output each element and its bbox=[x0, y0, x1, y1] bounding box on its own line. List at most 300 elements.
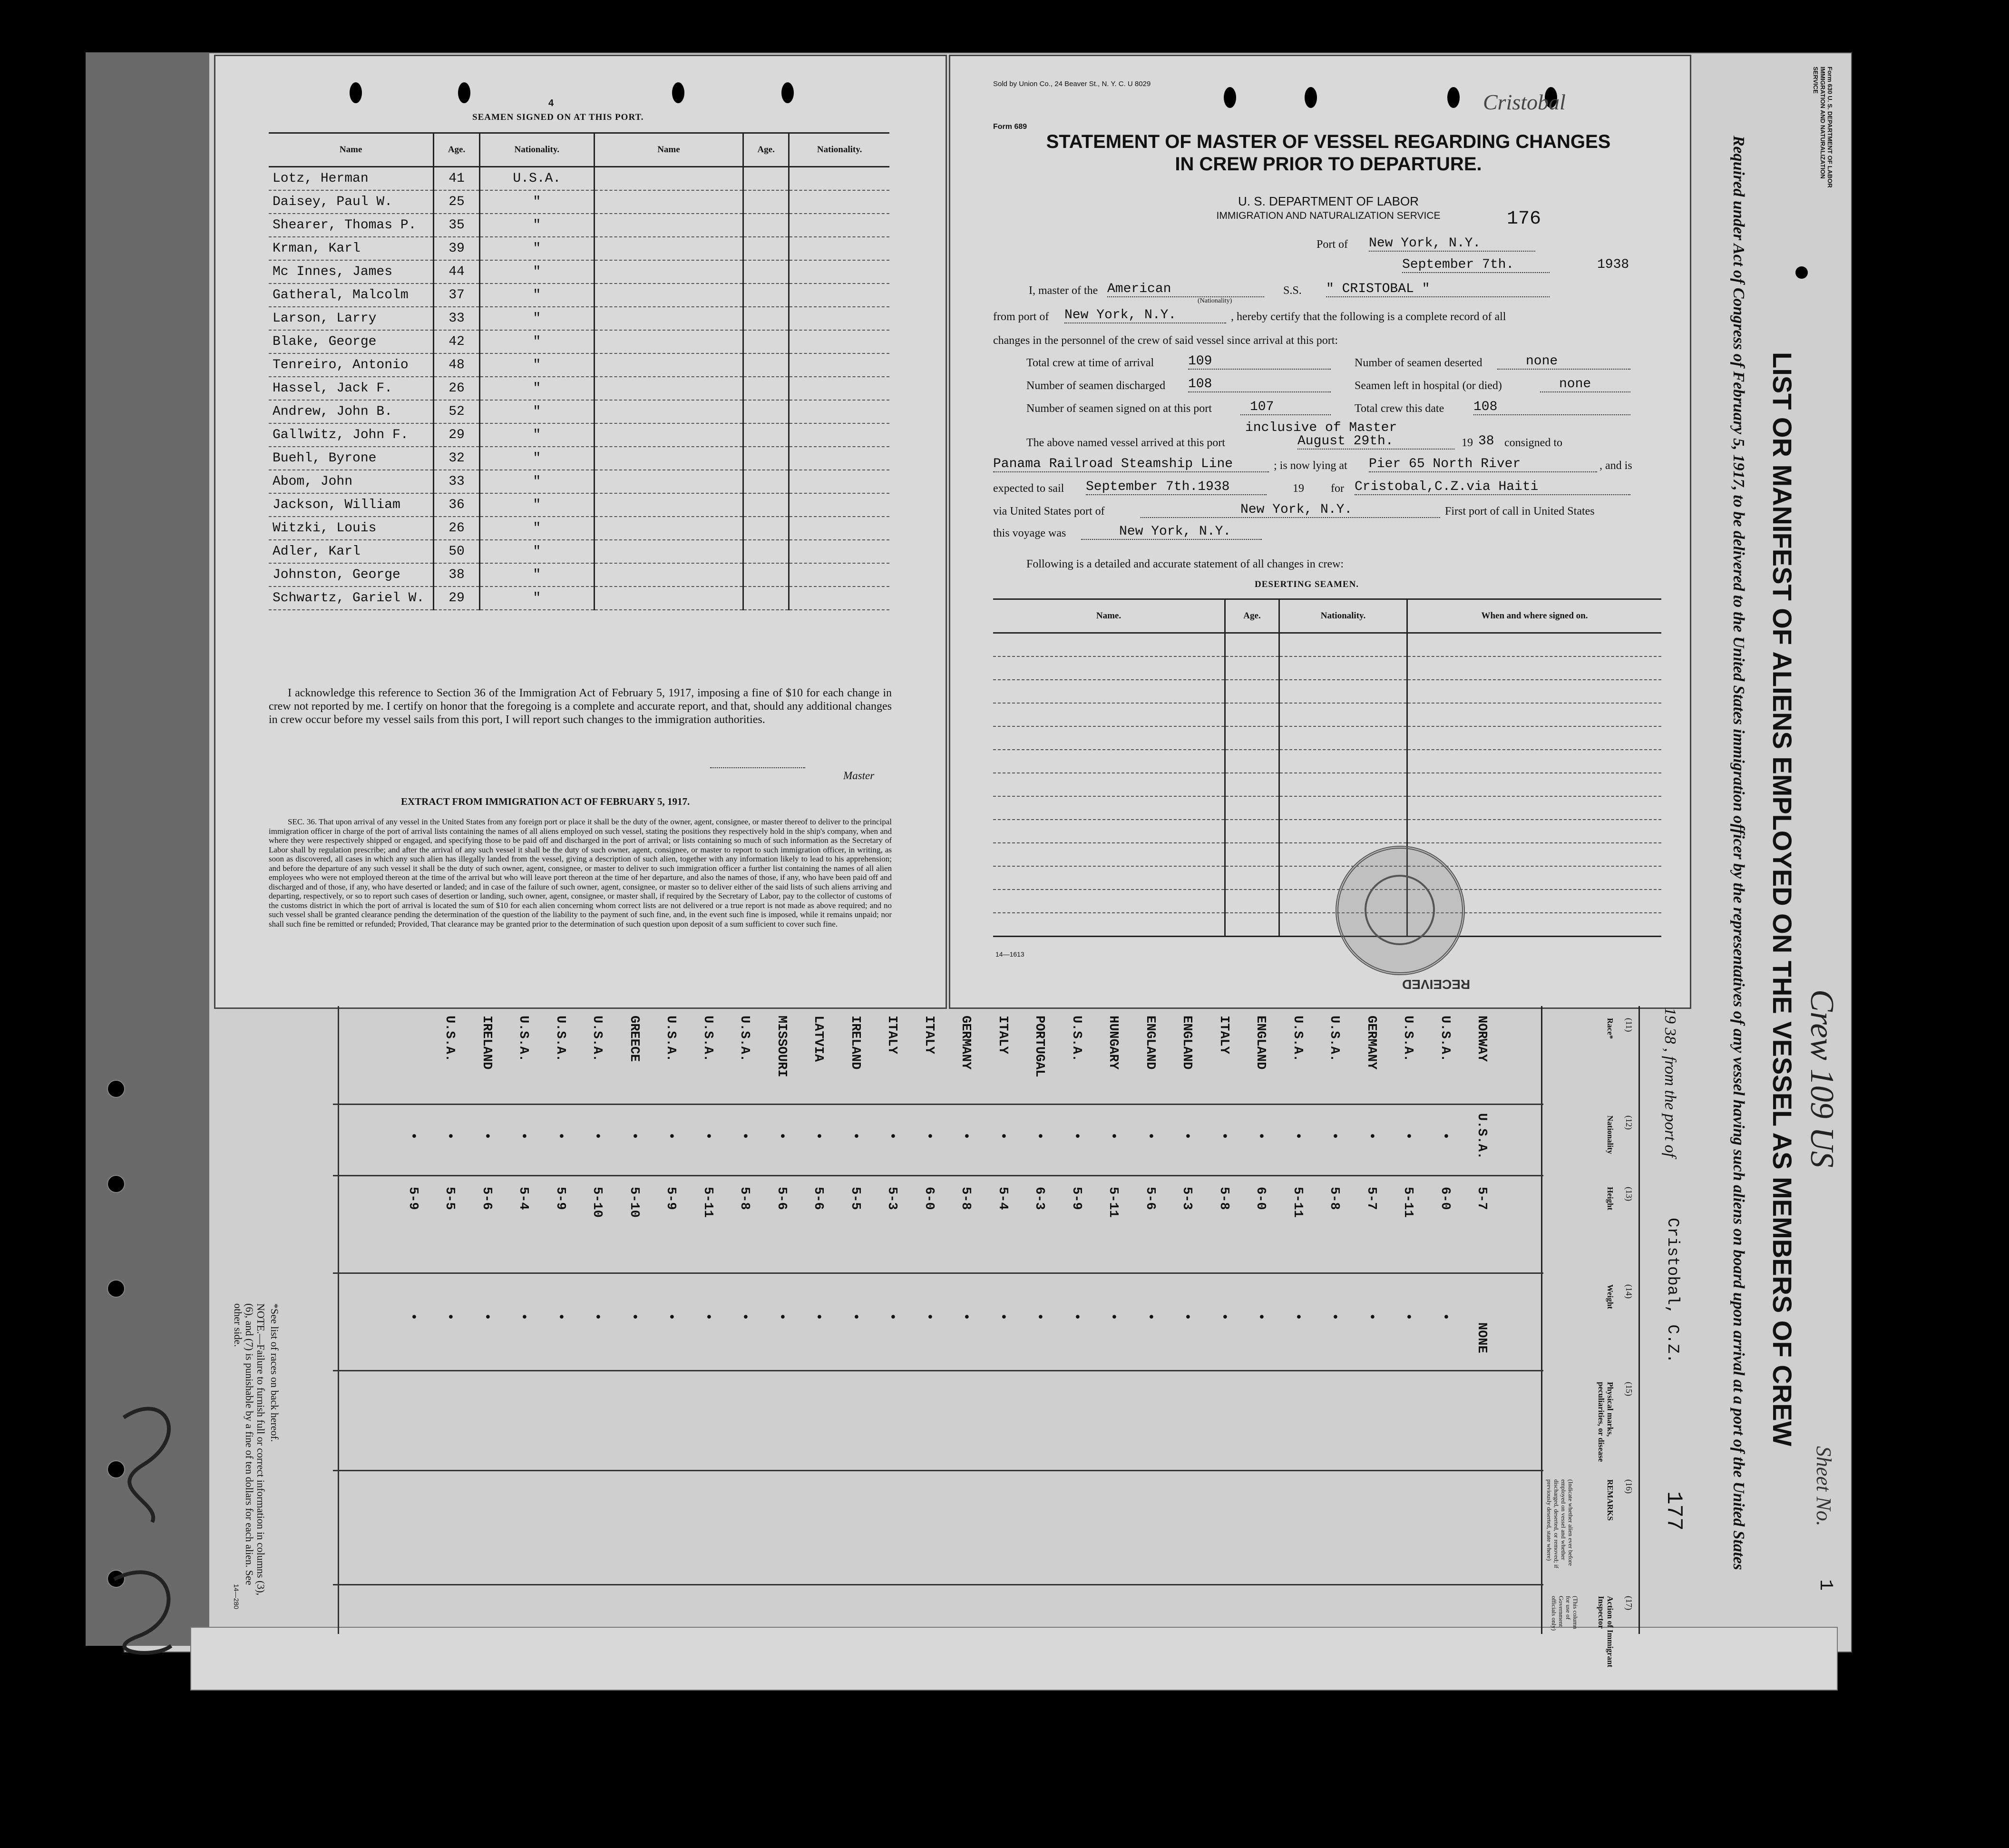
race-cell: PORTUGAL bbox=[1032, 1016, 1046, 1077]
column-number: (13) bbox=[1624, 1187, 1634, 1201]
deserting-row bbox=[993, 656, 1661, 680]
physical-marks-cell: • bbox=[995, 1313, 1010, 1321]
seaman-nationality: " bbox=[479, 470, 594, 493]
height-cell: 6-0 bbox=[1437, 1187, 1452, 1210]
height-cell: 5-3 bbox=[885, 1187, 899, 1210]
empty-cell bbox=[743, 307, 789, 330]
from-port-label: from port of bbox=[993, 311, 1049, 323]
physical-marks-cell: • bbox=[1253, 1313, 1268, 1321]
empty-cell bbox=[594, 190, 743, 214]
via-label: via United States port of bbox=[993, 505, 1105, 518]
empty-cell bbox=[743, 214, 789, 237]
punch-hole bbox=[781, 82, 794, 103]
empty-cell bbox=[743, 330, 789, 353]
empty-cell bbox=[743, 470, 789, 493]
empty-cell bbox=[743, 400, 789, 423]
race-cell: HUNGARY bbox=[1106, 1016, 1120, 1070]
lying-value: Pier 65 North River bbox=[1369, 457, 1597, 472]
seaman-name: Schwartz, Gariel W. bbox=[269, 587, 434, 610]
punch-hole bbox=[672, 82, 684, 103]
seaman-age: 35 bbox=[434, 214, 479, 237]
empty-cell bbox=[1407, 796, 1662, 820]
ship-name: " CRISTOBAL " bbox=[1326, 282, 1550, 297]
empty-cell bbox=[594, 517, 743, 540]
height-cell: 5-8 bbox=[958, 1187, 973, 1210]
empty-cell bbox=[743, 423, 789, 447]
seaman-age: 41 bbox=[434, 167, 479, 191]
nationality-cell: • bbox=[811, 1132, 825, 1140]
seaman-age: 33 bbox=[434, 307, 479, 330]
seaman-age: 50 bbox=[434, 540, 479, 563]
discharged-label: Number of seamen discharged bbox=[1026, 380, 1166, 392]
seamen-deserted-value: none bbox=[1497, 354, 1630, 370]
total-crew-arrival-value: 109 bbox=[1188, 354, 1331, 370]
row-divider-marks bbox=[333, 1370, 1543, 1371]
column-number: (17) bbox=[1624, 1596, 1634, 1610]
physical-marks-cell: • bbox=[811, 1313, 825, 1321]
seaman-name: Larson, Larry bbox=[269, 307, 434, 330]
empty-cell bbox=[789, 517, 889, 540]
empty-cell bbox=[993, 796, 1225, 820]
race-cell: U.S.A. bbox=[700, 1016, 715, 1062]
nationality-cell: • bbox=[1032, 1132, 1046, 1140]
deserting-row bbox=[993, 843, 1661, 866]
total-crew-date-label: Total crew this date bbox=[1355, 402, 1444, 415]
voyage-value: New York, N.Y. bbox=[1081, 524, 1262, 540]
action-note: (This column for use of Government officials only) bbox=[1551, 1596, 1579, 1631]
empty-cell bbox=[993, 913, 1225, 937]
empty-cell bbox=[993, 656, 1225, 680]
empty-cell bbox=[743, 563, 789, 587]
seaman-nationality: " bbox=[479, 214, 594, 237]
empty-cell bbox=[993, 866, 1225, 890]
binder-hole bbox=[107, 1175, 125, 1193]
empty-cell bbox=[1225, 750, 1279, 773]
nationality-cell: • bbox=[1401, 1132, 1415, 1140]
seaman-row bbox=[269, 353, 889, 377]
physical-marks-cell: • bbox=[700, 1313, 715, 1321]
via-value: New York, N.Y. bbox=[1141, 502, 1440, 518]
arrived-label: The above named vessel arrived at this port bbox=[1026, 437, 1225, 449]
empty-cell bbox=[594, 214, 743, 237]
binder-hole bbox=[107, 1080, 125, 1098]
deserting-row bbox=[993, 680, 1661, 703]
sheet-label: Sheet No. bbox=[1812, 1446, 1835, 1526]
column-number: (12) bbox=[1624, 1115, 1634, 1130]
empty-cell bbox=[594, 470, 743, 493]
empty-cell bbox=[1279, 750, 1407, 773]
nationality-cell: • bbox=[626, 1132, 641, 1140]
empty-cell bbox=[789, 447, 889, 470]
empty-cell bbox=[594, 377, 743, 400]
punch-hole bbox=[1447, 87, 1460, 108]
physical-marks-cell: • bbox=[479, 1313, 494, 1321]
empty-cell bbox=[743, 447, 789, 470]
empty-cell bbox=[789, 260, 889, 284]
handwritten-cristobal: Cristobal bbox=[1483, 90, 1566, 114]
seaman-nationality: " bbox=[479, 447, 594, 470]
received-stamp: RECEIVED bbox=[1402, 977, 1471, 992]
deserting-row bbox=[993, 633, 1661, 657]
empty-cell bbox=[1407, 656, 1662, 680]
master-label: Master bbox=[843, 770, 875, 782]
physical-marks-cell: • bbox=[405, 1313, 420, 1321]
empty-cell bbox=[594, 447, 743, 470]
empty-cell bbox=[743, 493, 789, 517]
seaman-nationality: " bbox=[479, 260, 594, 284]
deserting-col-name: Name. bbox=[993, 599, 1225, 633]
seaman-row bbox=[269, 540, 889, 563]
handwritten-scribble bbox=[95, 1379, 200, 1665]
race-cell: IRELAND bbox=[479, 1016, 494, 1070]
height-cell: 5-8 bbox=[737, 1187, 751, 1210]
empty-cell bbox=[1279, 633, 1407, 657]
seaman-age: 26 bbox=[434, 517, 479, 540]
empty-cell bbox=[993, 890, 1225, 913]
height-cell: 5-11 bbox=[1106, 1187, 1120, 1218]
seaman-age: 48 bbox=[434, 353, 479, 377]
seaman-row bbox=[269, 587, 889, 610]
empty-cell bbox=[594, 423, 743, 447]
seaman-row bbox=[269, 377, 889, 400]
seaman-name: Shearer, Thomas P. bbox=[269, 214, 434, 237]
empty-cell bbox=[594, 260, 743, 284]
race-cell: MISSOURI bbox=[774, 1016, 789, 1077]
nationality-cell: • bbox=[663, 1132, 678, 1140]
height-cell: 5-8 bbox=[1327, 1187, 1341, 1210]
race-cell: NORWAY bbox=[1474, 1016, 1489, 1062]
empty-cell bbox=[1225, 680, 1279, 703]
remarks-note: (Indicate whether alien ever before employed on vessel and whether discharged, deserted, or removed; if previously deserted, state where) bbox=[1546, 1479, 1574, 1568]
date-value: September 7th. bbox=[1402, 257, 1550, 273]
empty-cell bbox=[594, 493, 743, 517]
nationality-cell: • bbox=[442, 1132, 457, 1140]
consignee-value: Panama Railroad Steamship Line bbox=[993, 457, 1269, 472]
seaman-age: 26 bbox=[434, 377, 479, 400]
empty-cell bbox=[789, 307, 889, 330]
empty-cell bbox=[1225, 633, 1279, 657]
header-divider bbox=[1638, 1006, 1640, 1634]
seaman-row bbox=[269, 167, 889, 191]
row-divider-nationality bbox=[333, 1104, 1543, 1105]
and-is: , and is bbox=[1599, 460, 1632, 472]
empty-cell bbox=[743, 237, 789, 260]
seaman-age: 25 bbox=[434, 190, 479, 214]
service: IMMIGRATION AND NATURALIZATION SERVICE bbox=[1216, 210, 1441, 221]
physical-marks-cell: • bbox=[1142, 1313, 1157, 1321]
footnote-races: *See list of races on back hereof. bbox=[269, 1303, 281, 1442]
seamen-deserted-label: Number of seamen deserted bbox=[1355, 357, 1482, 369]
seaman-name: Gatheral, Malcolm bbox=[269, 284, 434, 307]
header-divider bbox=[1541, 1006, 1542, 1634]
seaman-name: Witzki, Louis bbox=[269, 517, 434, 540]
empty-cell bbox=[993, 773, 1225, 796]
seaman-row bbox=[269, 284, 889, 307]
empty-cell bbox=[1225, 820, 1279, 843]
height-cell: 6-0 bbox=[1253, 1187, 1268, 1210]
ss-label: S.S. bbox=[1283, 284, 1302, 297]
race-cell: GREECE bbox=[626, 1016, 641, 1062]
empty-cell bbox=[789, 353, 889, 377]
empty-cell bbox=[594, 284, 743, 307]
height-cell: 5-7 bbox=[1364, 1187, 1378, 1210]
seaman-name: Andrew, John B. bbox=[269, 400, 434, 423]
empty-cell bbox=[789, 330, 889, 353]
for-value: Cristobal,C.Z.via Haiti bbox=[1355, 479, 1630, 495]
seaman-name: Johnston, George bbox=[269, 563, 434, 587]
height-cell: 5-6 bbox=[774, 1187, 789, 1210]
column-header: Action of Immigrant Inspector bbox=[1597, 1596, 1615, 1668]
empty-cell bbox=[594, 307, 743, 330]
height-cell: 5-8 bbox=[1216, 1187, 1231, 1210]
seaman-nationality: " bbox=[479, 540, 594, 563]
seaman-row bbox=[269, 260, 889, 284]
column-header: Physical marks, peculiarities, or disease bbox=[1597, 1382, 1615, 1462]
race-cell: LATVIA bbox=[811, 1016, 825, 1062]
following-text: Following is a detailed and accurate statement of all changes in crew: bbox=[1026, 558, 1344, 570]
race-cell: ENGLAND bbox=[1253, 1016, 1268, 1070]
seaman-age: 36 bbox=[434, 493, 479, 517]
seaman-row bbox=[269, 190, 889, 214]
nationality-cell: • bbox=[1106, 1132, 1120, 1140]
signed-on-label: Number of seamen signed on at this port bbox=[1026, 402, 1212, 415]
sheet-value: 1 bbox=[1814, 1579, 1836, 1591]
empty-cell bbox=[993, 820, 1225, 843]
seaman-row bbox=[269, 400, 889, 423]
race-cell: GERMANY bbox=[958, 1016, 973, 1070]
seaman-name: Blake, George bbox=[269, 330, 434, 353]
empty-cell bbox=[1279, 796, 1407, 820]
seaman-row bbox=[269, 517, 889, 540]
seaman-nationality: " bbox=[479, 237, 594, 260]
height-cell: 5-11 bbox=[1290, 1187, 1305, 1218]
empty-cell bbox=[993, 633, 1225, 657]
seller-note: Sold by Union Co., 24 Beaver St., N. Y. C. U 8029 bbox=[993, 80, 1151, 88]
consigned-label: consigned to bbox=[1504, 437, 1562, 449]
empty-cell bbox=[1225, 913, 1279, 937]
empty-cell bbox=[594, 237, 743, 260]
empty-cell bbox=[1225, 866, 1279, 890]
nationality-cell: • bbox=[1180, 1132, 1194, 1140]
empty-cell bbox=[993, 750, 1225, 773]
empty-cell bbox=[789, 540, 889, 563]
empty-cell bbox=[993, 680, 1225, 703]
seaman-name: Gallwitz, John F. bbox=[269, 423, 434, 447]
physical-marks-cell: • bbox=[516, 1313, 530, 1321]
empty-cell bbox=[789, 400, 889, 423]
empty-cell bbox=[1279, 680, 1407, 703]
immigration-seal-stamp bbox=[1336, 846, 1465, 975]
height-cell: 5-9 bbox=[553, 1187, 567, 1210]
height-cell: 6-0 bbox=[921, 1187, 936, 1210]
extract-title: EXTRACT FROM IMMIGRATION ACT OF FEBRUARY 5, 1917. bbox=[401, 796, 690, 807]
empty-cell bbox=[743, 353, 789, 377]
arrived-year: 38 bbox=[1478, 434, 1494, 449]
seaman-name: Krman, Karl bbox=[269, 237, 434, 260]
empty-cell bbox=[1279, 726, 1407, 750]
race-cell: U.S.A. bbox=[553, 1016, 567, 1062]
nationality-cell: U.S.A. bbox=[1474, 1113, 1489, 1160]
seamen-signed-on-page bbox=[214, 55, 947, 1009]
port-label: Port of bbox=[1317, 238, 1348, 251]
empty-cell bbox=[1225, 890, 1279, 913]
race-cell: GERMANY bbox=[1364, 1016, 1378, 1070]
deserting-col-nationality: Nationality. bbox=[1279, 599, 1407, 633]
first-port-label: First port of call in United States bbox=[1445, 505, 1595, 518]
row-divider-height bbox=[333, 1175, 1543, 1176]
height-cell: 5-10 bbox=[626, 1187, 641, 1218]
empty-cell bbox=[1225, 703, 1279, 726]
year-value: 1938 bbox=[1597, 257, 1629, 272]
seaman-nationality: " bbox=[479, 400, 594, 423]
empty-cell bbox=[1407, 680, 1662, 703]
height-cell: 6-3 bbox=[1032, 1187, 1046, 1210]
nationality-cell: • bbox=[1216, 1132, 1231, 1140]
master-of-label: I, master of the bbox=[1029, 284, 1098, 297]
empty-cell bbox=[743, 190, 789, 214]
seaman-age: 44 bbox=[434, 260, 479, 284]
height-cell: 5-6 bbox=[479, 1187, 494, 1210]
nationality-cell: • bbox=[700, 1132, 715, 1140]
physical-marks-cell: • bbox=[442, 1313, 457, 1321]
binder-hole bbox=[1795, 266, 1808, 279]
nationality-cell: • bbox=[1327, 1132, 1341, 1140]
seaman-name: Abom, John bbox=[269, 470, 434, 493]
empty-cell bbox=[594, 353, 743, 377]
nationality-cell: • bbox=[848, 1132, 862, 1140]
total-crew-arrival-label: Total crew at time of arrival bbox=[1026, 357, 1154, 369]
empty-cell bbox=[594, 540, 743, 563]
col-nationality: Nationality. bbox=[479, 133, 594, 167]
deserting-row bbox=[993, 866, 1661, 890]
hospital-label: Seamen left in hospital (or died) bbox=[1355, 380, 1502, 392]
empty-cell bbox=[743, 517, 789, 540]
voyage-label: this voyage was bbox=[993, 527, 1066, 539]
deserting-row bbox=[993, 913, 1661, 937]
deserting-row bbox=[993, 890, 1661, 913]
nationality-cell: • bbox=[1142, 1132, 1157, 1140]
deserting-row bbox=[993, 796, 1661, 820]
seaman-nationality: " bbox=[479, 353, 594, 377]
column-number: (14) bbox=[1624, 1284, 1634, 1299]
from-port-value: New York, N.Y. bbox=[1064, 308, 1226, 323]
col-age-2: Age. bbox=[743, 133, 789, 167]
seaman-nationality: U.S.A. bbox=[479, 167, 594, 191]
seaman-age: 38 bbox=[434, 563, 479, 587]
race-cell: U.S.A. bbox=[663, 1016, 678, 1062]
seaman-nationality: " bbox=[479, 587, 594, 610]
empty-cell bbox=[1279, 703, 1407, 726]
empty-cell bbox=[1407, 750, 1662, 773]
form-code: 14—1613 bbox=[995, 950, 1024, 958]
empty-cell bbox=[1225, 796, 1279, 820]
physical-marks-cell: • bbox=[1290, 1313, 1305, 1321]
seaman-age: 37 bbox=[434, 284, 479, 307]
empty-cell bbox=[1407, 726, 1662, 750]
page-number: 4 bbox=[548, 98, 554, 108]
master-signature-line bbox=[710, 767, 805, 768]
physical-marks-cell: • bbox=[848, 1313, 862, 1321]
from-port-prefix: 19 38 , from the port of bbox=[1661, 1007, 1679, 1158]
physical-marks-cell: • bbox=[590, 1313, 604, 1321]
physical-marks-cell: • bbox=[626, 1313, 641, 1321]
seaman-age: 29 bbox=[434, 587, 479, 610]
acknowledgement-text: I acknowledge this reference to Section 36 of the Immigration Act of February 5, 1917, imposing a fine of $10 for each change in crew not reported by me. I certify on honor that the foregoing is a complete and accurate report, and that, should any additional changes in crew occur before my vessel sails from this port, I will report such changes to the immigration authorities. bbox=[269, 687, 892, 726]
empty-cell bbox=[789, 423, 889, 447]
physical-marks-cell: NONE bbox=[1474, 1322, 1489, 1353]
nationality-cell: • bbox=[885, 1132, 899, 1140]
physical-marks-cell: • bbox=[885, 1313, 899, 1321]
race-cell: U.S.A. bbox=[590, 1016, 604, 1062]
empty-cell bbox=[993, 843, 1225, 866]
for-label: for bbox=[1331, 482, 1344, 495]
physical-marks-cell: • bbox=[774, 1313, 789, 1321]
binder-hole bbox=[107, 1280, 125, 1298]
height-cell: 5-9 bbox=[663, 1187, 678, 1210]
height-cell: 5-4 bbox=[995, 1187, 1010, 1210]
footnote-note: NOTE.—Failure to furnish full or correct information in columns (3), (6), and (7) is punishable by a fine of ten dollars for each alien. See other side. bbox=[232, 1303, 267, 1596]
nationality-cell: • bbox=[1253, 1132, 1268, 1140]
race-cell: U.S.A. bbox=[516, 1016, 530, 1062]
port-value: New York, N.Y. bbox=[1369, 236, 1535, 252]
height-cell: 5-9 bbox=[405, 1187, 420, 1210]
deserting-col-signed: When and where signed on. bbox=[1407, 599, 1662, 633]
empty-cell bbox=[1279, 656, 1407, 680]
col-name-2: Name bbox=[594, 133, 743, 167]
nationality-cell: • bbox=[516, 1132, 530, 1140]
seaman-age: 29 bbox=[434, 423, 479, 447]
physical-marks-cell: • bbox=[553, 1313, 567, 1321]
punch-hole bbox=[350, 82, 362, 103]
deserting-col-age: Age. bbox=[1225, 599, 1279, 633]
empty-cell bbox=[1407, 633, 1662, 657]
physical-marks-cell: • bbox=[1437, 1313, 1452, 1321]
empty-cell bbox=[743, 284, 789, 307]
physical-marks-cell: • bbox=[1069, 1313, 1083, 1321]
height-cell: 5-11 bbox=[700, 1187, 715, 1218]
seaman-row bbox=[269, 214, 889, 237]
punch-hole bbox=[458, 82, 470, 103]
department: U. S. DEPARTMENT OF LABOR bbox=[1238, 194, 1419, 208]
seaman-name: Buehl, Byrone bbox=[269, 447, 434, 470]
seaman-name: Mc Innes, James bbox=[269, 260, 434, 284]
signed-on-value: 107 bbox=[1240, 400, 1331, 415]
race-cell: ENGLAND bbox=[1142, 1016, 1157, 1070]
race-cell: U.S.A. bbox=[1401, 1016, 1415, 1062]
nationality-cell: • bbox=[1364, 1132, 1378, 1140]
seaman-name: Tenreiro, Antonio bbox=[269, 353, 434, 377]
race-cell: ITALY bbox=[995, 1016, 1010, 1055]
seaman-age: 52 bbox=[434, 400, 479, 423]
height-cell: 5-9 bbox=[1069, 1187, 1083, 1210]
seaman-row bbox=[269, 423, 889, 447]
height-cell: 5-6 bbox=[1142, 1187, 1157, 1210]
empty-cell bbox=[1407, 703, 1662, 726]
seamen-signed-title: SEAMEN SIGNED ON AT THIS PORT. bbox=[472, 112, 644, 122]
inclusive-note: inclusive of Master bbox=[1245, 420, 1397, 435]
extract-text: SEC. 36. That upon arrival of any vessel in the United States from any foreign port or place it shall be the duty of the owner, agent, consignee, or master thereof to deliver to the principal immigration officer in charge of the port of arrival lists containing the names of all aliens employed on such vessel, stating the positions they respectively hold in the ship's company, when and where they were respectively shipped or engaged, and specifying those to be paid off and discharged in the port of arrival; or lists containing so much of such information as the Secretary of Labor shall by regulation prescribe; and after the arrival of any such vessel it shall be the duty of such owner, agent, consignee, or master to report to such immigration officer, in writing, as soon as discovered, all cases in which any such alien has illegally landed from the vessel, giving a description of such alien, together with any information likely to lead to his apprehension; and before the departure of any such vessel it shall be the duty of such owner, agent, consignee, or master to deliver to such immigration officer a further list containing the names of all alien employees who were not employed thereon at the time of the arrival but who will leave port thereon at the time of her departure, and also the names of those, if any, who have been paid off and discharged and of those, if any, who have deserted or landed; and in case of the failure of such owner, agent, consignee, or master so to deliver either of the said lists of such aliens arriving and departing, respectively, or so to report such cases of desertion or landing, such owner, agent, consignee, or master shall, if required by the Secretary of Labor, pay to the collector of customs of the customs district in which the port of arrival is located the sum of $10 for each alien concerning whom correct lists are not delivered or a true report is not made as above required; and no such vessel shall be granted clearance pending the determination of the question of the liability to the payment of such fine, and, in the event such fine is imposed, while it remains unpaid; nor shall such fine be remitted or refunded; Provided, That clearance may be granted prior to the determination of such question upon deposit of a sum sufficient to cover such fine. bbox=[269, 817, 892, 929]
master-statement-page: Sold by Union Co., 24 Beaver St., N. Y. C. U 8029 Form 689 Cristobal STATEMENT OF MASTER OF VESSEL REGARDING CHANGES IN CREW PRIOR TO DEPARTURE. U. S. DEPARTMENT OF LABOR IMMIGRATION AND NATURALIZATION SERVICE 176 Port of New York, N.Y. September 7th. 1938 I, master of the American (Nationality) S.S. " CRISTOBAL " from port of New York, N.Y. , hereby certify that the following is a complete record of all changes in the personnel of the crew of said vessel since arrival at this port: Total crew at time of arrival 109 Number of seamen deserted none Number of seamen discharged 108 Seamen left in hospital (or died) none Number of seamen signed on at this port 107 Total crew this date 108 inclusive of Master The above named vessel arrived at this port August 29th. 19 38 consigned to Panama Railroad Steamship Line ; is now lying at Pier 65 North River , and is expected to sail September 7th.1938 19 for Cristobal,C.Z.via Haiti via United States port of New York, N.Y. First port of call in United States this voyage was New York, N.Y. Following is a detailed and accurate statement of all changes in crew: DESERTING SEAMEN. Name. Age. Nationality. When and where signed on. RECEIVED 14—1613 bbox=[949, 55, 1691, 1009]
height-cell: 5-5 bbox=[442, 1187, 457, 1210]
nationality-cell: • bbox=[958, 1132, 973, 1140]
column-number: (16) bbox=[1624, 1479, 1634, 1494]
race-cell: U.S.A. bbox=[1327, 1016, 1341, 1062]
hospital-value: none bbox=[1540, 377, 1630, 392]
physical-marks-cell: • bbox=[1364, 1313, 1378, 1321]
col-age: Age. bbox=[434, 133, 479, 167]
physical-marks-cell: • bbox=[1327, 1313, 1341, 1321]
empty-cell bbox=[993, 726, 1225, 750]
